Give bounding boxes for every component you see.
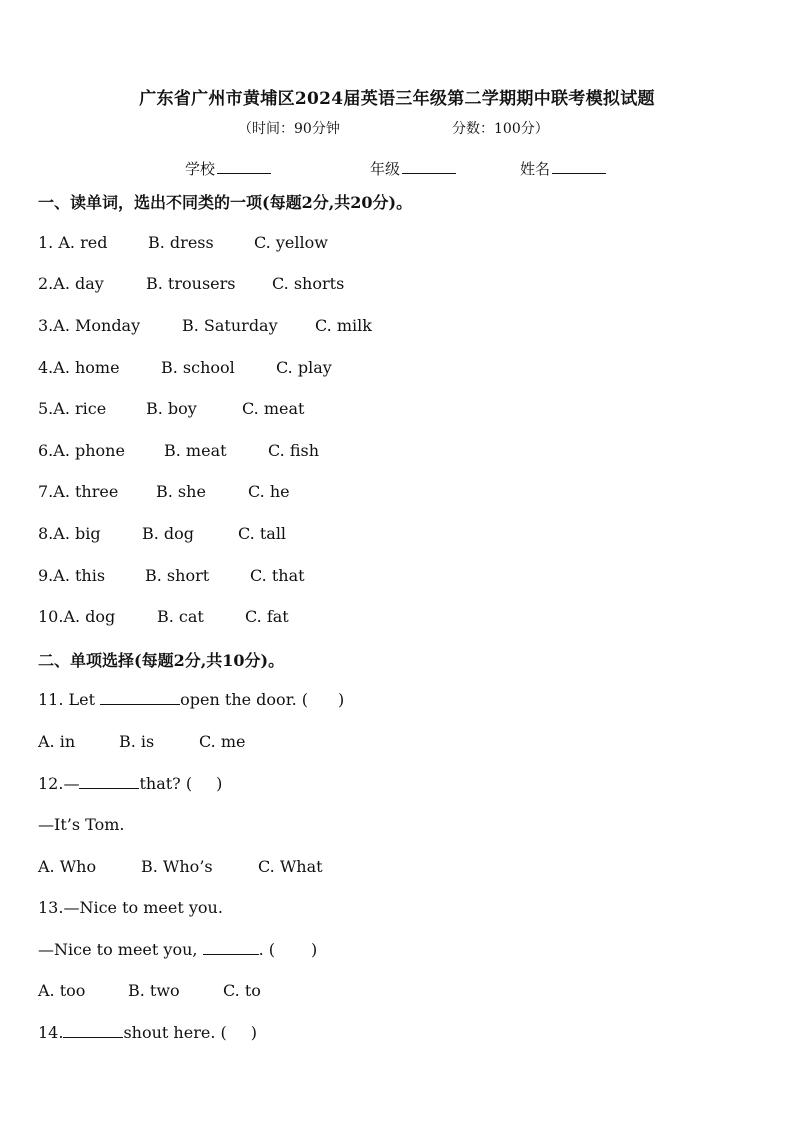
question-13-options: A. too B. two C. to — [38, 981, 261, 1000]
question-11-options: A. in B. is C. me — [38, 732, 246, 751]
grade-field — [370, 158, 456, 179]
question-6: 6.A. phone B. meat C. fish — [38, 441, 320, 460]
question-11: 11. Let open the door. ( ) — [38, 690, 345, 709]
question-1: 1. A. red B. dress C. yellow — [38, 233, 328, 252]
question-12-options: A. Who B. Who’s C. What — [38, 857, 323, 876]
question-2: 2.A. day B. trousers C. shorts — [38, 274, 345, 293]
question-10: 10.A. dog B. cat C. fat — [38, 607, 289, 626]
grade-label: 年级 — [370, 160, 401, 178]
answer-blank — [100, 690, 180, 705]
score-info: 分数：100分） — [452, 121, 549, 137]
school-blank — [217, 159, 271, 174]
answer-blank — [79, 774, 139, 789]
question-13: 13.—Nice to meet you. — [38, 898, 223, 917]
question-12: 12.— that? ( ) — [38, 774, 223, 793]
question-3: 3.A. Monday B. Saturday C. milk — [38, 316, 372, 335]
question-14: 14. shout here. ( ) — [38, 1023, 257, 1042]
question-5: 5.A. rice B. boy C. meat — [38, 399, 305, 418]
school-field — [185, 158, 271, 179]
answer-blank — [63, 1023, 123, 1038]
question-7: 7.A. three B. she C. he — [38, 482, 290, 501]
question-8: 8.A. big B. dog C. tall — [38, 524, 287, 543]
grade-blank — [402, 159, 456, 174]
time-info: （时间：90分钟 — [238, 121, 340, 137]
section1-heading: 一、读单词，选出不同类的一项(每题2分,共20分)。 — [38, 193, 413, 212]
question-9: 9.A. this B. short C. that — [38, 566, 305, 585]
school-label: 学校 — [185, 160, 216, 178]
section2-heading: 二、单项选择(每题2分,共10分)。 — [38, 651, 285, 670]
question-12-reply: —It’s Tom. — [38, 815, 125, 834]
name-field — [520, 158, 606, 179]
question-4: 4.A. home B. school C. play — [38, 358, 332, 377]
question-13-reply: —Nice to meet you, . ( ) — [38, 940, 318, 959]
name-blank — [552, 159, 606, 174]
answer-blank — [203, 940, 259, 955]
exam-title: 广东省广州市黄埔区2024届英语三年级第二学期期中联考模拟试题 — [139, 89, 655, 109]
name-label: 姓名 — [520, 160, 551, 178]
